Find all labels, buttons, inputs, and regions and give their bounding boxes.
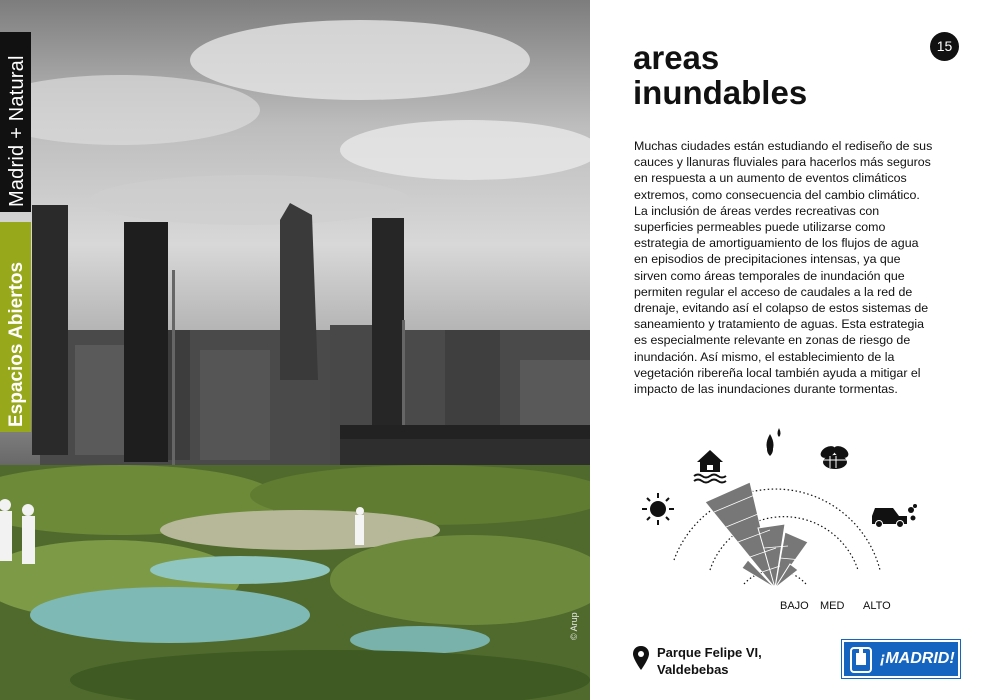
page-title — [633, 40, 807, 110]
madrid-logo-text: ¡MADRID! — [880, 650, 955, 667]
page-title-line1: areas — [633, 39, 720, 76]
scale-label-high: ALTO — [863, 600, 891, 612]
location-line1: Parque Felipe VI, — [657, 645, 762, 660]
water-drop-icon — [767, 428, 781, 456]
section-tab[interactable] — [0, 32, 31, 212]
section-tab-label: Madrid + Natural — [6, 55, 28, 207]
scale-label-mid: MED — [820, 600, 845, 612]
sun-icon — [642, 493, 674, 525]
location-line2: Valdebebas — [657, 662, 729, 677]
flood-house-icon — [694, 450, 726, 483]
photo-credit: © Arup — [569, 612, 579, 640]
body-paragraph: Muchas ciudades están estudiando el rediseño de sus cauces y llanuras fluviales para hacerlos más seguros en respuesta a un aumento de eventos climáticos extremos, como consecuencia del cambio climático. La inclusión de áreas verdes recreativas con superficies permeables puede utilizarse como estrategia de amortiguamiento de los flujos de agua en episodios de precipitaciones intensas, ya que sirven como áreas temporales de inundación que permiten regular el acceso de caudales a la red de drenaje, evitando así el colapso de estos sistemas de saneamiento y tratamiento de aguas. Esta estrategia es especialmente relevante en zonas de riesgo de inundación. Así mismo, el establecimiento de la vegetación ribereña local también ayuda a mitigar el impacto de las inundaciones durante tormentas. — [634, 139, 933, 397]
impact-diagram-graphic — [630, 420, 930, 620]
impact-diagram — [630, 420, 930, 620]
subsection-tab[interactable] — [0, 222, 31, 432]
madrid-logo[interactable] — [842, 640, 960, 678]
location-text — [657, 644, 762, 678]
car-emissions-icon — [872, 504, 917, 528]
page-title-line2: inundables — [633, 74, 808, 111]
subsection-tab-label: Espacios Abiertos — [6, 261, 27, 427]
bee-icon — [815, 444, 855, 469]
madrid-shield-icon — [849, 646, 873, 674]
scale-label-low: BAJO — [780, 600, 809, 612]
map-pin-icon — [633, 646, 649, 670]
page-number-badge: 15 — [930, 32, 959, 61]
